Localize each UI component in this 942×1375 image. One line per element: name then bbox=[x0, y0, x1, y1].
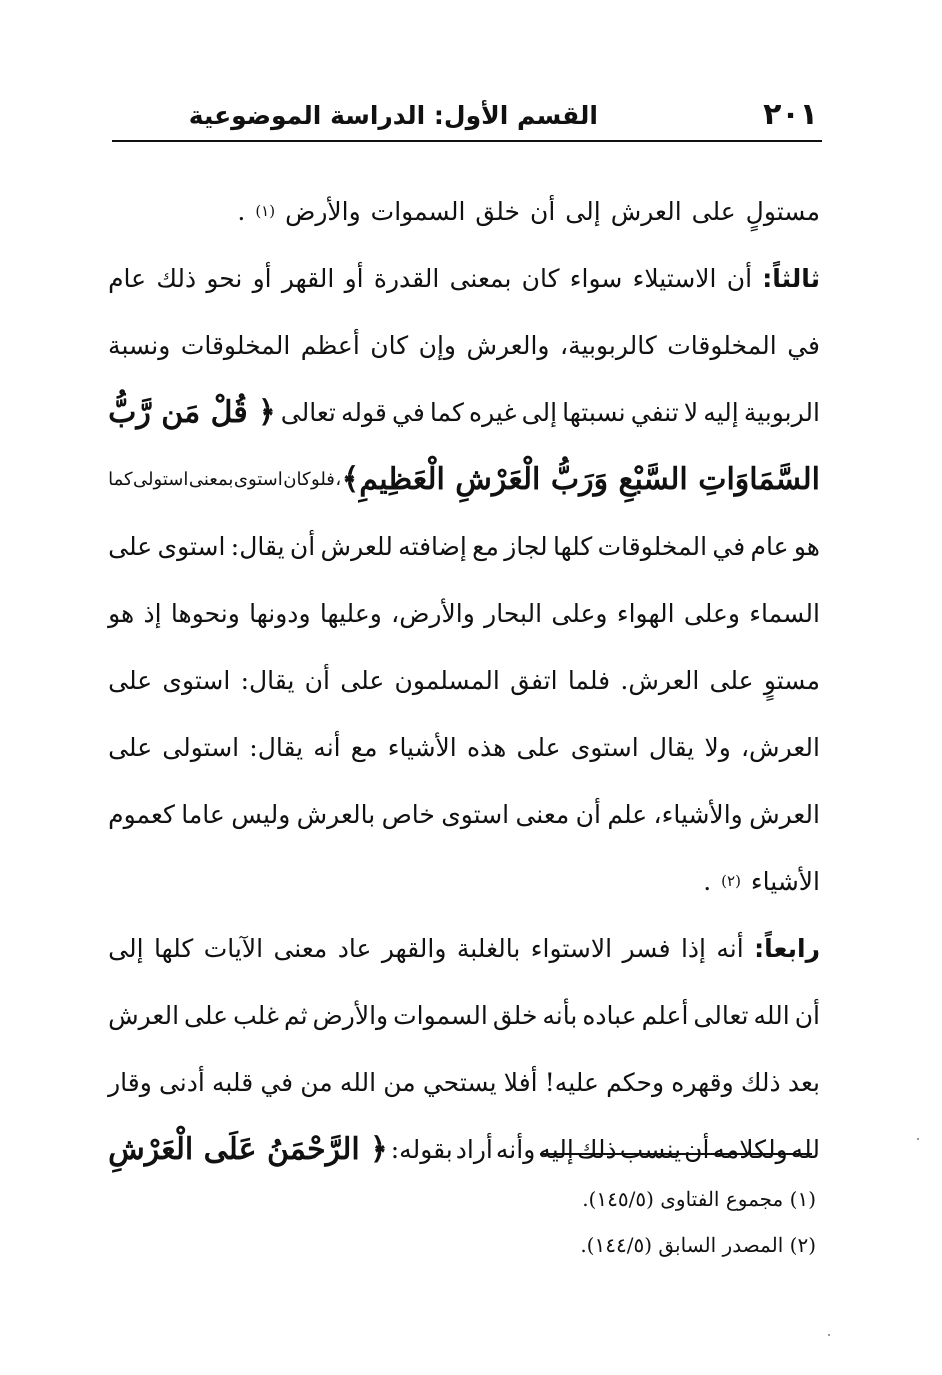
word: عباده bbox=[582, 1001, 637, 1030]
word: البحار bbox=[484, 599, 543, 628]
word: يستحي bbox=[422, 1068, 497, 1097]
word: كان bbox=[521, 264, 560, 293]
word: الأشياء bbox=[387, 733, 457, 762]
word: العرش bbox=[108, 1001, 180, 1030]
word: وليس bbox=[231, 800, 291, 829]
word: لا bbox=[683, 398, 699, 427]
word: خاص bbox=[381, 800, 435, 829]
word: إليه bbox=[703, 398, 739, 427]
word: المخلوقات bbox=[180, 331, 291, 360]
word: بالغلبة bbox=[456, 934, 521, 963]
text-line bbox=[108, 915, 820, 982]
word: تنفي bbox=[630, 398, 679, 427]
word: في bbox=[787, 331, 820, 360]
word: فلما bbox=[567, 666, 611, 695]
word: للعرش bbox=[320, 532, 393, 561]
word: ودونها bbox=[249, 599, 311, 628]
word: أن bbox=[794, 1001, 820, 1030]
word: والعرش bbox=[466, 331, 550, 360]
word: وإن bbox=[418, 331, 457, 360]
word: أن bbox=[684, 1135, 710, 1164]
word: أنه bbox=[716, 934, 744, 963]
footnote-reference bbox=[255, 178, 275, 245]
word: علم bbox=[607, 800, 648, 829]
word: أفلا bbox=[503, 1068, 538, 1097]
word: أراد bbox=[455, 1135, 493, 1164]
word: بقوله: bbox=[390, 1135, 453, 1164]
word: أن bbox=[726, 264, 753, 293]
punctuation: . bbox=[703, 867, 712, 896]
word: عليه! bbox=[544, 1068, 599, 1097]
word: عاد bbox=[337, 934, 372, 963]
word: بأنه bbox=[542, 1001, 578, 1030]
word: ونحوها bbox=[170, 599, 240, 628]
word: كلها bbox=[153, 934, 194, 963]
word: يقال: bbox=[249, 733, 304, 762]
word: في bbox=[712, 532, 746, 561]
word: أدنى bbox=[158, 1068, 205, 1097]
quran-verse: ﴿ الرَّحْمَنُ عَلَى الْعَرْشِ bbox=[108, 1132, 388, 1167]
word: الأشياء bbox=[750, 867, 820, 896]
header-rule bbox=[112, 140, 822, 142]
word: استولى bbox=[133, 469, 189, 490]
running-title: القسم الأول: الدراسة الموضوعية bbox=[188, 101, 598, 130]
word: والأرض bbox=[312, 1001, 389, 1030]
scan-speck bbox=[917, 1138, 919, 1140]
word: استوى bbox=[157, 532, 226, 561]
word: يقال bbox=[648, 733, 695, 762]
word: استولى bbox=[162, 733, 240, 762]
word: المخلوقات bbox=[597, 532, 708, 561]
word: ثم bbox=[283, 1001, 308, 1030]
page-number: ٢٠١ bbox=[763, 97, 818, 132]
section-label: رابعاً: bbox=[754, 934, 820, 963]
word: وعلى bbox=[683, 599, 740, 628]
word: بالعرش bbox=[296, 800, 376, 829]
word: بعد bbox=[787, 1068, 820, 1097]
text-line bbox=[108, 178, 820, 245]
word: وعليها bbox=[319, 599, 382, 628]
word: السماء bbox=[749, 599, 820, 628]
word: إضافته bbox=[398, 532, 467, 561]
text-line bbox=[108, 1116, 820, 1183]
word: وقهره bbox=[671, 1068, 734, 1097]
word: مع bbox=[350, 733, 378, 762]
text-line bbox=[108, 647, 820, 714]
word: وحكم bbox=[606, 1068, 665, 1097]
word: هو bbox=[793, 532, 820, 561]
word: مستوٍ bbox=[763, 666, 820, 695]
footnote-2: (٢) المصدر السابق (١٤٤/٥). bbox=[580, 1233, 816, 1257]
word: كان bbox=[370, 331, 409, 360]
quran-verse: السَّمَاوَاتِ السَّبْعِ وَرَبُّ الْعَرْشِ الْعَظِيمِ﴾ bbox=[341, 462, 820, 497]
word: قوله bbox=[341, 398, 387, 427]
word: كعموم bbox=[108, 800, 175, 829]
word: أنه bbox=[313, 733, 341, 762]
word: المخلوقات bbox=[667, 331, 777, 360]
word: لله bbox=[790, 1135, 820, 1164]
word: قلبه bbox=[211, 1068, 254, 1097]
word: غيره bbox=[469, 398, 517, 427]
word: فلو bbox=[311, 469, 335, 490]
word: معنى bbox=[273, 934, 328, 963]
page-header bbox=[112, 96, 818, 134]
word: والأرض، bbox=[391, 599, 475, 628]
word: على bbox=[516, 733, 561, 762]
word: الاستيلاء bbox=[632, 264, 717, 293]
word: من bbox=[300, 1068, 333, 1097]
word: الله bbox=[753, 1001, 790, 1030]
word: كما bbox=[429, 398, 464, 427]
footnote-marker: (٢) bbox=[721, 872, 741, 890]
word: كما bbox=[108, 469, 133, 490]
word: الاستواء bbox=[530, 934, 613, 963]
word: كالربوبية، bbox=[560, 331, 657, 360]
word: أعلم bbox=[641, 1001, 689, 1030]
word: هذه bbox=[466, 733, 507, 762]
word: على bbox=[709, 666, 754, 695]
text-line bbox=[108, 446, 820, 513]
word: بمعنى bbox=[188, 469, 234, 490]
text-line bbox=[108, 848, 820, 915]
word: نسبتها bbox=[562, 398, 626, 427]
word: السموات bbox=[393, 1001, 488, 1030]
footnote-marker: (١) bbox=[255, 202, 276, 220]
word: أن bbox=[289, 532, 316, 561]
quran-verse: ﴿ قُلْ مَن رَّبُّ bbox=[108, 395, 276, 430]
text-line bbox=[108, 312, 820, 379]
word: مع bbox=[472, 532, 499, 561]
footnotes bbox=[316, 1176, 816, 1268]
word: بمعنى bbox=[449, 264, 512, 293]
word: غلب bbox=[233, 1001, 279, 1030]
word: ذلك bbox=[576, 1135, 617, 1164]
word: أو bbox=[252, 264, 272, 293]
word: تعالى bbox=[693, 1001, 749, 1030]
text-line bbox=[108, 245, 820, 312]
word: إليه bbox=[538, 1135, 574, 1164]
body-text bbox=[108, 178, 820, 1183]
word: المسلمون bbox=[394, 666, 500, 695]
word: الربوبية bbox=[743, 398, 820, 427]
word: يقال: bbox=[230, 532, 285, 561]
word: عام bbox=[750, 532, 789, 561]
footnote-1: (١) مجموع الفتاوى (١٤٥/٥). bbox=[582, 1187, 816, 1211]
word: وقار bbox=[108, 1068, 152, 1097]
word: أو bbox=[344, 264, 364, 293]
word: الآيات bbox=[203, 934, 264, 963]
word: معنى bbox=[515, 800, 570, 829]
word: القهر bbox=[281, 264, 335, 293]
word: القدرة bbox=[373, 264, 440, 293]
word: على bbox=[184, 1001, 229, 1030]
word: استوى bbox=[162, 666, 231, 695]
word: خلق bbox=[475, 197, 520, 226]
punctuation: . bbox=[237, 197, 246, 226]
word: أعظم bbox=[300, 331, 360, 360]
word: عام bbox=[108, 264, 147, 293]
word: لجاز bbox=[504, 532, 548, 561]
word: استوى bbox=[233, 469, 283, 490]
word: خلق bbox=[492, 1001, 538, 1030]
word: عاما bbox=[181, 800, 225, 829]
word: على bbox=[108, 666, 153, 695]
footnote-reference bbox=[721, 848, 741, 915]
word: أن bbox=[575, 800, 601, 829]
word: ذلك bbox=[156, 264, 197, 293]
word: ولا bbox=[704, 733, 731, 762]
text-line bbox=[108, 781, 820, 848]
text-line bbox=[108, 580, 820, 647]
scan-speck bbox=[828, 1334, 830, 1336]
word: والقهر bbox=[381, 934, 447, 963]
word: ذلك bbox=[740, 1068, 781, 1097]
word: إلى bbox=[521, 398, 558, 427]
word: إلى bbox=[108, 934, 144, 963]
word: الهواء bbox=[616, 599, 675, 628]
section-label: ثالثاً: bbox=[762, 264, 820, 293]
word: استوى bbox=[441, 800, 510, 829]
word: أن bbox=[304, 666, 330, 695]
word: العرش bbox=[749, 800, 820, 829]
word: سواء bbox=[569, 264, 623, 293]
word: العرش bbox=[610, 197, 682, 226]
text-line bbox=[108, 982, 820, 1049]
word: والأشياء، bbox=[653, 800, 743, 829]
word: أن bbox=[529, 197, 556, 226]
word: السموات bbox=[370, 197, 466, 226]
word: ينسب bbox=[619, 1135, 682, 1164]
word: على bbox=[108, 532, 153, 561]
word: العرش. bbox=[620, 666, 700, 695]
word: والأرض bbox=[285, 197, 361, 226]
word: وأنه bbox=[495, 1135, 536, 1164]
word: إلى bbox=[565, 197, 601, 226]
word: وعلى bbox=[551, 599, 608, 628]
word: على bbox=[691, 197, 736, 226]
word: إذ bbox=[143, 599, 162, 628]
word: ولكلامه bbox=[712, 1135, 788, 1164]
word: على bbox=[108, 733, 153, 762]
word: استوى bbox=[570, 733, 639, 762]
word: تعالى bbox=[280, 398, 336, 427]
word: ونسبة bbox=[108, 331, 171, 360]
word: مستولٍ bbox=[745, 197, 820, 226]
word: في bbox=[392, 398, 425, 427]
text-line bbox=[108, 714, 820, 781]
text-line bbox=[108, 513, 820, 580]
word: يقال: bbox=[240, 666, 295, 695]
word: الله bbox=[339, 1068, 377, 1097]
word: كان bbox=[283, 469, 311, 490]
word: كلها bbox=[552, 532, 593, 561]
footnote-rule bbox=[540, 1153, 812, 1155]
word: من bbox=[383, 1068, 416, 1097]
word: العرش، bbox=[740, 733, 820, 762]
text-line bbox=[108, 379, 820, 446]
word: ، bbox=[335, 469, 342, 490]
word: اتفق bbox=[510, 666, 558, 695]
word: فسر bbox=[622, 934, 671, 963]
word: نحو bbox=[206, 264, 243, 293]
word: هو bbox=[108, 599, 135, 628]
word: في bbox=[260, 1068, 294, 1097]
word: إذا bbox=[680, 934, 706, 963]
text-line bbox=[108, 1049, 820, 1116]
word: على bbox=[340, 666, 385, 695]
